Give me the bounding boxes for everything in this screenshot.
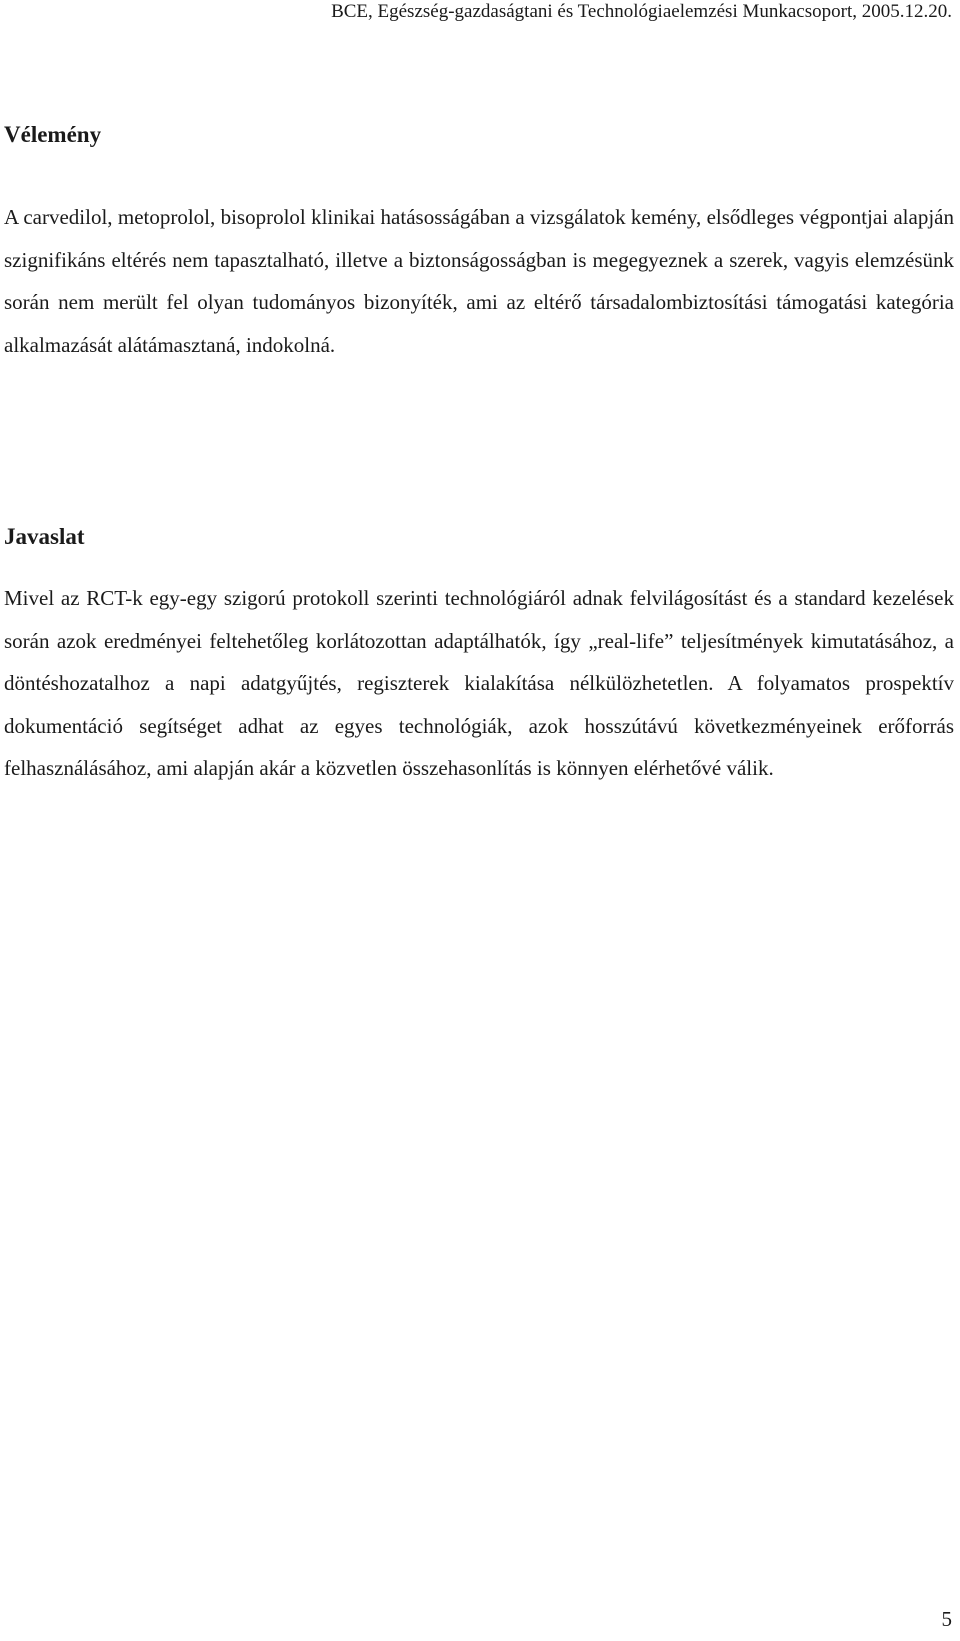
section-heading-velemeny: Vélemény <box>4 122 102 147</box>
running-header: BCE, Egészség-gazdaságtani és Technológiaelemzési Munkacsoport, 2005.12.20. <box>331 1 952 22</box>
page-number: 5 <box>941 1607 952 1631</box>
section-body-javaslat: Mivel az RCT-k egy-egy szigorú protokoll szerinti technológiáról adnak felvilágosítást és a standard kezelések során azok eredményei feltehetőleg korlátozottan adaptálhatók, így „real-life” teljesítmények kimutatásához, a döntéshozatalhoz a napi adatgyűjtés, regiszterek kialakítása nélkülözhetetlen. A folyamatos prospektív dokumentáció segítséget adhat az egyes technológiák, azok hosszútávú következményeinek erőforrás felhasználásához, ami alapján akár a közvetlen összehasonlítás is könnyen elérhetővé válik. <box>4 586 954 781</box>
section-body-velemeny: A carvedilol, metoprolol, bisoprolol klinikai hatásosságában a vizsgálatok kemény, elsődleges végpontjai alapján szignifikáns eltérés nem tapasztalható, illetve a biztonságosságban is megegyeznek a szerek, vagyis elemzésünk során nem merült fel olyan tudományos bizonyíték, ami az eltérő társadalombiztosítási támogatási kategória alkalmazását alátámasztaná, indokolná. <box>4 205 954 357</box>
section-heading-javaslat: Javaslat <box>4 524 85 549</box>
